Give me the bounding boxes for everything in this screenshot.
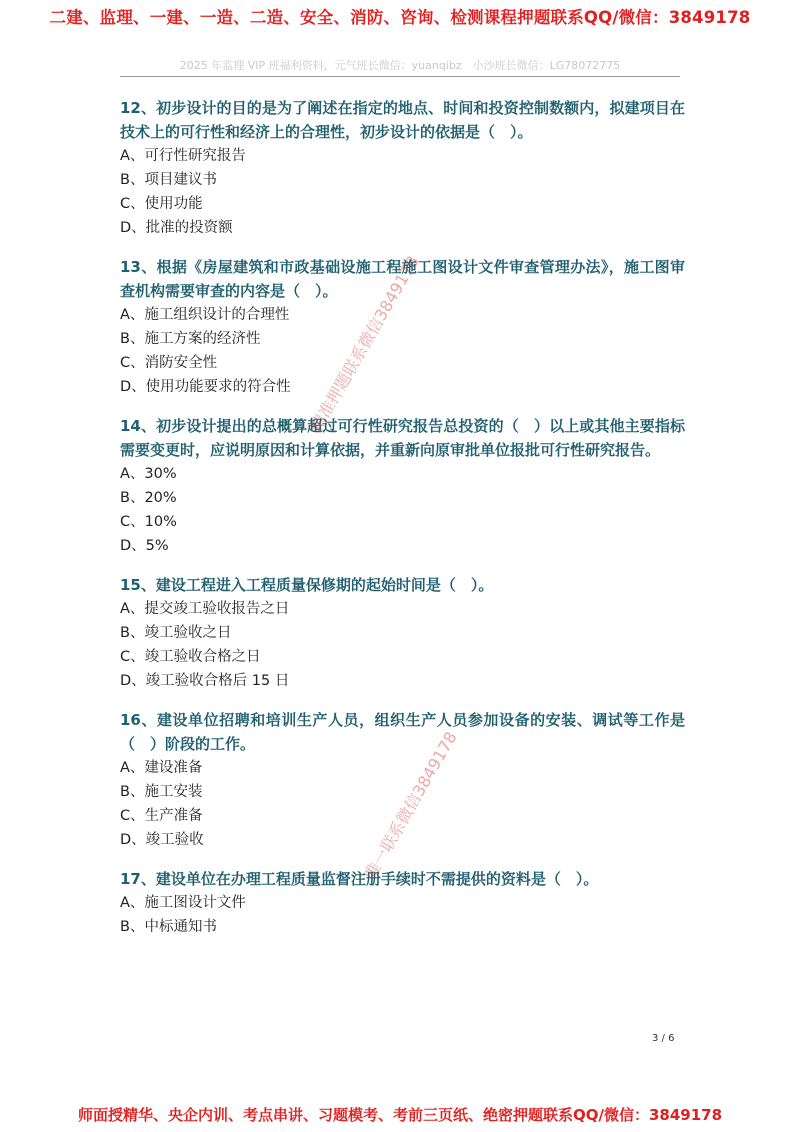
option-b: B、20% bbox=[120, 490, 177, 506]
option-c: C、竣工验收合格之日 bbox=[120, 649, 261, 665]
option-d: D、使用功能要求的符合性 bbox=[120, 379, 291, 395]
question-title: 14、初步设计提出的总概算超过可行性研究报告总投资的（ ）以上或其他主要指标需要变更时，应说明原因和计算依据，并重新向原审批单位报批可行性研究报告。 bbox=[120, 417, 685, 459]
option-b: B、项目建议书 bbox=[120, 172, 217, 188]
option-b: B、竣工验收之日 bbox=[120, 625, 232, 641]
option-a: A、建设准备 bbox=[120, 760, 203, 776]
watermark-text: 精准押题联系微信3849178 bbox=[306, 252, 423, 435]
watermark-text: 唯一联系微信3849178 bbox=[360, 728, 461, 883]
option-a: A、30% bbox=[120, 466, 177, 482]
header-divider bbox=[120, 76, 680, 77]
option-b: B、中标通知书 bbox=[120, 919, 217, 935]
question-title: 15、建设工程进入工程质量保修期的起始时间是（ ）。 bbox=[120, 576, 494, 594]
bottom-banner: 师面授精华、央企内训、考点串讲、习题模考、考前三页纸、绝密押题联系QQ/微信：3849178 bbox=[77, 1106, 723, 1124]
option-d: D、竣工验收 bbox=[120, 832, 204, 848]
option-c: C、消防安全性 bbox=[120, 355, 218, 371]
question-title: 16、建设单位招聘和培训生产人员，组织生产人员参加设备的安装、调试等工作是（ ）阶段的工作。 bbox=[120, 711, 685, 753]
question-title: 17、建设单位在办理工程质量监督注册手续时不需提供的资料是（ ）。 bbox=[120, 870, 599, 888]
question-12 bbox=[120, 96, 685, 240]
option-b: B、施工方案的经济性 bbox=[120, 331, 261, 347]
option-d: D、5% bbox=[120, 538, 169, 554]
question-title: 12、初步设计的目的是为了阐述在指定的地点、时间和投资控制数额内，拟建项目在技术上的可行性和经济上的合理性，初步设计的依据是（ ）。 bbox=[120, 99, 685, 141]
question-list bbox=[120, 96, 685, 954]
question-16 bbox=[120, 708, 685, 852]
option-d: D、竣工验收合格后 15 日 bbox=[120, 673, 290, 689]
option-c: C、10% bbox=[120, 514, 177, 530]
option-a: A、提交竣工验收报告之日 bbox=[120, 601, 290, 617]
sub-header: 2025 年监理 VIP 班福利资料，元气班长微信：yuanqibz 小沙班长微信：LG78072775 bbox=[179, 59, 621, 72]
option-a: A、可行性研究报告 bbox=[120, 148, 246, 164]
option-d: D、批准的投资额 bbox=[120, 220, 233, 236]
question-15 bbox=[120, 573, 685, 693]
option-a: A、施工图设计文件 bbox=[120, 895, 246, 911]
question-13 bbox=[120, 255, 685, 399]
option-c: C、生产准备 bbox=[120, 808, 203, 824]
question-title: 13、根据《房屋建筑和市政基础设施工程施工图设计文件审查管理办法》，施工图审查机构需要审查的内容是（ ）。 bbox=[120, 258, 685, 300]
top-banner: 二建、监理、一建、一造、二造、安全、消防、咨询、检测课程押题联系QQ/微信：3849178 bbox=[49, 8, 751, 27]
option-b: B、施工安装 bbox=[120, 784, 203, 800]
question-14 bbox=[120, 414, 685, 558]
option-c: C、使用功能 bbox=[120, 196, 203, 212]
option-a: A、施工组织设计的合理性 bbox=[120, 307, 290, 323]
question-17 bbox=[120, 867, 685, 939]
page-number: 3 / 6 bbox=[652, 1033, 675, 1044]
